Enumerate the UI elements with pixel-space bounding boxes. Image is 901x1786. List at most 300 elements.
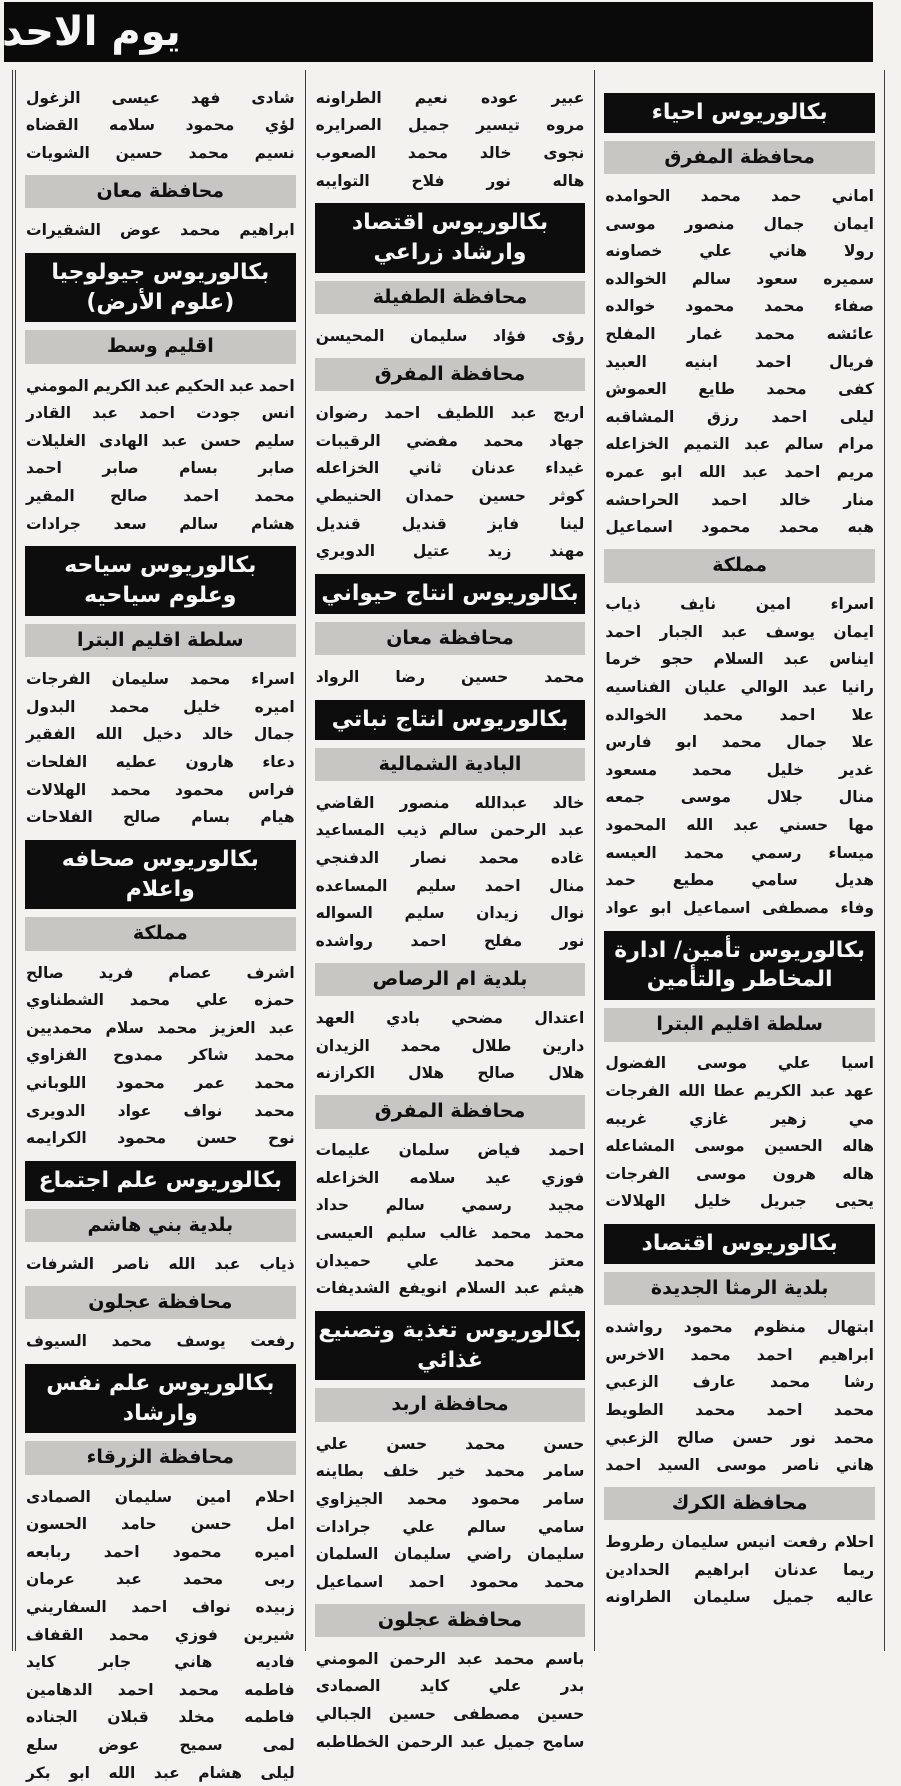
- name-word: الله: [95, 725, 123, 744]
- name-word: منصور: [684, 214, 735, 233]
- name-word: عصام: [168, 963, 212, 982]
- name-word: محمد: [110, 780, 151, 799]
- name-word: فارس: [605, 733, 652, 752]
- name-word: الجيزاوي: [315, 1489, 384, 1508]
- name-word: احمد: [779, 705, 816, 724]
- degree-header: بكالوريوس علم اجتماع: [25, 1161, 296, 1201]
- name-word: محمود: [469, 1572, 519, 1591]
- name-row: [314, 899, 587, 927]
- name-word: ابو: [661, 462, 683, 481]
- name-word: عليان: [684, 678, 727, 697]
- name-word: محمد: [478, 849, 519, 868]
- name-word: شاكر: [188, 1046, 229, 1065]
- name-word: اسماعيل: [315, 1572, 384, 1591]
- name-word: اريج: [553, 404, 585, 423]
- name-word: قنديل: [315, 514, 361, 533]
- name-word: هشام: [250, 514, 295, 533]
- name-word: ابراهيم: [694, 1560, 750, 1579]
- name-word: خير: [438, 1462, 466, 1481]
- name-word: غاده: [550, 849, 585, 868]
- name-word: محمد: [254, 1101, 295, 1120]
- name-row: [314, 1673, 587, 1701]
- name-word: سالم: [179, 514, 219, 533]
- region-header: محافظة الزرقاء: [25, 1441, 296, 1475]
- name-word: الزيدان: [315, 1036, 370, 1055]
- name-word: جابر: [98, 1653, 132, 1672]
- name-row: [314, 1247, 587, 1275]
- name-word: كوثر: [550, 487, 585, 506]
- name-word: مي: [848, 1109, 874, 1128]
- name-word: محمود: [471, 1489, 521, 1508]
- degree-header: بكالوريوس اقتصاد: [604, 1224, 875, 1264]
- name-word: الفرجات: [26, 670, 91, 689]
- name-row: [24, 84, 297, 112]
- name-word: الفلاحات: [26, 808, 93, 827]
- name-row: [24, 1097, 297, 1125]
- name-row: [603, 1077, 876, 1105]
- name-row: [24, 1538, 297, 1566]
- name-row: [314, 817, 587, 845]
- name-row: [603, 894, 876, 922]
- name-row: [603, 1188, 876, 1216]
- name-word: انس: [261, 404, 295, 423]
- name-word: علي: [195, 991, 229, 1010]
- name-word: حسني: [779, 816, 829, 835]
- name-word: نصار: [411, 849, 447, 868]
- name-word: رضا: [395, 668, 426, 687]
- name-row: [314, 1274, 587, 1302]
- name-row: [603, 618, 876, 646]
- name-word: المساعيد: [315, 821, 385, 840]
- name-word: سعود: [756, 269, 798, 288]
- name-word: محمد: [180, 221, 221, 240]
- name-row: [603, 458, 876, 486]
- name-word: سليمان: [409, 327, 468, 346]
- name-word: هشام: [198, 1763, 242, 1782]
- name-word: ايمان: [833, 622, 874, 641]
- name-word: بطاينه: [315, 1462, 364, 1481]
- name-word: مضحي: [451, 1008, 504, 1027]
- columns-container: [12, 70, 885, 1782]
- region-header: بلدية ام الرصاص: [315, 963, 586, 997]
- name-word: الصمادى: [26, 1487, 91, 1506]
- name-word: نوح: [267, 1129, 295, 1148]
- name-word: احمد: [408, 1572, 445, 1591]
- name-row: [24, 216, 297, 244]
- name-word: اسماعيل: [605, 518, 673, 537]
- name-word: المحمود: [605, 816, 667, 835]
- name-word: خالد: [479, 143, 512, 162]
- name-word: ناصر: [113, 1255, 150, 1273]
- name-word: زيدان: [476, 904, 519, 923]
- name-word: الطراونه: [315, 88, 382, 107]
- name-word: سلامه: [409, 1168, 456, 1187]
- region-header: محافظة الطفيلة: [315, 281, 586, 315]
- name-word: رفعت: [782, 1533, 828, 1552]
- name-word: اعتدال: [534, 1008, 585, 1027]
- name-row: [24, 139, 297, 167]
- name-word: احمد: [784, 462, 821, 481]
- name-word: الدهامين: [25, 1680, 93, 1699]
- name-word: مرام: [838, 435, 874, 454]
- name-word: حسين: [115, 143, 163, 162]
- name-word: محمد: [491, 1224, 532, 1243]
- name-row: [24, 1124, 297, 1152]
- name-word: عبد: [92, 404, 119, 423]
- region-header: مملكة: [604, 549, 875, 583]
- name-word: سليم: [404, 904, 445, 923]
- name-row: [603, 591, 876, 619]
- name-word: محمد: [494, 1649, 535, 1668]
- name-row: [24, 1483, 297, 1511]
- degree-header: بكالوريوس تأمين/ ادارة المخاطر والتأمين: [604, 931, 875, 1000]
- name-word: سليم: [254, 431, 295, 450]
- name-word: الهلالات: [605, 1192, 666, 1211]
- name-word: محمد: [178, 1680, 220, 1699]
- name-word: يوسف: [765, 622, 815, 641]
- name-word: عواد: [117, 1101, 152, 1120]
- name-row: [24, 1759, 297, 1786]
- name-word: كايد: [25, 1653, 56, 1672]
- name-word: الطراونه: [605, 1588, 672, 1607]
- name-word: الرقيبات: [315, 431, 381, 450]
- name-word: علي: [402, 1517, 436, 1536]
- name-word: عبد: [558, 821, 585, 840]
- name-word: سالم: [467, 1517, 507, 1536]
- name-word: احمد: [103, 1542, 140, 1561]
- name-word: حجو: [661, 650, 694, 669]
- name-word: فوزي: [541, 1168, 585, 1187]
- name-row: [603, 403, 876, 431]
- name-word: خوالده: [605, 297, 656, 316]
- name-word: عوده: [480, 88, 519, 107]
- name-word: الجبار: [659, 622, 703, 641]
- name-word: نور: [559, 931, 585, 950]
- name-word: باسم: [545, 1649, 585, 1668]
- name-word: محمد: [691, 760, 732, 779]
- name-word: فريال: [829, 352, 874, 371]
- name-word: عبد: [809, 1081, 836, 1100]
- name-word: سلام: [105, 1018, 144, 1037]
- name-word: منظوم: [753, 1318, 806, 1337]
- name-word: السواله: [315, 904, 373, 923]
- name-word: رواشده: [605, 1318, 663, 1337]
- name-word: جودت: [196, 404, 241, 423]
- region-header: محافظة المفرق: [315, 1095, 586, 1129]
- name-word: رواشده: [315, 931, 373, 950]
- region-header: مملكة: [25, 917, 296, 951]
- name-word: ريما: [843, 1560, 874, 1579]
- region-header: محافظة اربد: [315, 1388, 586, 1422]
- name-word: عواد: [605, 898, 639, 917]
- name-word: محمد: [721, 733, 762, 752]
- name-row: [314, 399, 587, 427]
- name-word: سالم: [691, 269, 731, 288]
- name-row: [603, 1313, 876, 1341]
- name-word: جميل: [772, 1588, 815, 1607]
- name-word: ايناس: [829, 650, 874, 669]
- column-2: [305, 70, 595, 1751]
- day-banner: [4, 2, 873, 62]
- name-word: مفضي: [406, 431, 458, 450]
- name-word: موسى: [694, 1137, 745, 1156]
- name-row: [24, 748, 297, 776]
- name-word: نسيم: [254, 143, 295, 162]
- name-row: [314, 1192, 587, 1220]
- name-word: الرواد: [315, 668, 360, 687]
- name-word: لمى: [262, 1736, 295, 1754]
- name-word: السفاريني: [26, 1598, 107, 1617]
- name-row: [24, 1042, 297, 1070]
- name-word: صالح: [25, 963, 64, 982]
- name-word: حميدان: [315, 1251, 372, 1270]
- name-row: [603, 265, 876, 293]
- name-word: امل: [265, 1515, 295, 1534]
- name-word: احمد: [410, 931, 447, 950]
- name-word: عمره: [605, 462, 646, 481]
- name-word: اللوباني: [26, 1073, 87, 1092]
- name-word: الفضول: [605, 1054, 667, 1073]
- name-word: محمد: [833, 1428, 874, 1447]
- name-word: حمدان: [405, 487, 455, 506]
- name-word: مها: [848, 816, 874, 835]
- name-word: رشا: [844, 1373, 874, 1392]
- name-row: [603, 237, 876, 265]
- name-word: عدنان: [774, 1560, 819, 1579]
- name-word: عبد: [510, 404, 537, 423]
- name-row: [314, 139, 587, 167]
- name-row: [24, 1704, 297, 1732]
- name-row: [603, 182, 876, 210]
- name-word: الصمادى: [315, 1677, 381, 1696]
- name-word: احمد: [605, 622, 642, 641]
- name-word: عارف: [692, 1373, 736, 1392]
- name-word: ابتهال: [827, 1318, 874, 1337]
- name-row: [314, 537, 587, 565]
- name-word: اسماعيل: [682, 898, 751, 917]
- name-word: سليم: [416, 876, 457, 895]
- name-word: امين: [755, 595, 791, 614]
- name-word: نوال: [550, 904, 585, 923]
- name-word: الدويرى: [26, 1101, 86, 1120]
- name-word: التميم: [683, 435, 730, 454]
- name-word: محمود: [115, 1073, 165, 1092]
- name-word: سالم: [438, 821, 479, 840]
- name-row: [24, 803, 297, 831]
- name-row: [24, 721, 297, 749]
- name-word: سامر: [544, 1462, 585, 1481]
- name-word: عبد: [733, 816, 760, 835]
- name-word: نور: [486, 171, 511, 190]
- name-word: محمد: [111, 1332, 152, 1351]
- name-row: [603, 1451, 876, 1479]
- name-word: بكر: [26, 1763, 51, 1782]
- name-word: سليمان: [526, 1545, 585, 1564]
- name-word: الكرازنه: [315, 1064, 375, 1083]
- name-row: [24, 399, 297, 427]
- name-word: ناصر: [783, 1456, 820, 1475]
- name-word: ثاني: [408, 459, 442, 478]
- name-word: الشويات: [25, 143, 90, 162]
- name-word: ابو: [69, 1763, 90, 1782]
- name-word: عبد: [144, 376, 171, 395]
- name-row: [314, 872, 587, 900]
- region-header: محافظة المفرق: [604, 141, 875, 175]
- region-header: محافظة عجلون: [25, 1286, 296, 1320]
- name-word: العيسه: [605, 843, 657, 862]
- name-row: [603, 348, 876, 376]
- name-row: [314, 1568, 587, 1596]
- name-word: احمد: [117, 1680, 154, 1699]
- name-word: محمد: [544, 1224, 585, 1243]
- name-word: القادر: [26, 404, 72, 423]
- name-word: رانيا: [841, 678, 874, 697]
- name-word: رولا: [843, 242, 874, 261]
- name-word: ابراهيم: [239, 221, 295, 240]
- name-row: [603, 784, 876, 812]
- name-row: [314, 1458, 587, 1486]
- name-word: خصاونه: [605, 242, 663, 261]
- name-word: المشاقبه: [605, 407, 675, 426]
- name-word: مريم: [836, 462, 874, 481]
- name-word: الرحمن: [389, 1649, 446, 1668]
- name-word: المفلح: [605, 325, 656, 343]
- name-row: [603, 1050, 876, 1078]
- name-word: عليمات: [315, 1141, 371, 1160]
- name-word: محمد: [190, 670, 231, 689]
- column-1: [594, 70, 884, 1651]
- name-word: ذياب: [259, 1255, 295, 1273]
- name-word: الحكيم: [174, 376, 225, 395]
- name-word: غريبه: [605, 1109, 648, 1128]
- name-word: كايد: [419, 1677, 450, 1696]
- name-row: [603, 1341, 876, 1369]
- name-word: الفقير: [26, 725, 76, 744]
- name-word: شادى: [251, 88, 295, 107]
- name-word: بسام: [191, 808, 230, 827]
- name-word: مسعود: [605, 760, 658, 779]
- name-word: موسى: [605, 214, 656, 233]
- region-header: البادية الشمالية: [315, 748, 586, 782]
- name-word: مهند: [549, 542, 585, 561]
- name-row: [314, 427, 587, 455]
- degree-header: بكالوريوس اقتصاد وارشاد زراعي: [315, 203, 586, 272]
- name-word: محمد: [109, 1625, 150, 1644]
- name-word: صالح: [123, 808, 161, 827]
- name-row: [24, 1327, 297, 1355]
- name-word: احمد: [131, 1598, 168, 1617]
- name-word: فهد: [191, 88, 221, 107]
- name-row: [314, 789, 587, 817]
- region-header: محافظة عجلون: [315, 1604, 586, 1638]
- name-word: الشطناوي: [25, 991, 104, 1010]
- name-word: غيداء: [545, 459, 585, 478]
- name-word: عاليه: [836, 1588, 874, 1607]
- name-word: احمد: [484, 876, 521, 895]
- name-word: المشاعله: [605, 1137, 675, 1156]
- name-word: محمد: [129, 991, 170, 1010]
- name-word: هديل: [834, 871, 874, 890]
- name-word: اسراء: [830, 595, 874, 614]
- name-word: هاله: [552, 171, 585, 190]
- name-word: هبه: [847, 518, 874, 537]
- name-word: محمد: [400, 1036, 441, 1055]
- name-word: محمود: [683, 1318, 733, 1337]
- name-word: علي: [488, 1677, 522, 1696]
- name-row: [24, 1648, 297, 1676]
- name-word: الخطاطبه: [315, 1732, 390, 1751]
- name-word: مجيد: [548, 1196, 585, 1215]
- name-word: حسين: [478, 487, 526, 506]
- name-word: انيس: [736, 1533, 776, 1552]
- name-word: محمد: [683, 843, 725, 862]
- name-row: [314, 84, 587, 112]
- name-word: عمر: [194, 1073, 225, 1092]
- name-word: عبد: [457, 1649, 483, 1668]
- name-word: عائشه: [826, 325, 874, 343]
- name-word: محمد: [407, 143, 449, 162]
- name-word: محمد: [254, 1073, 295, 1092]
- name-word: اماني: [831, 187, 874, 206]
- name-word: منار: [843, 490, 874, 509]
- name-word: الرحمن: [490, 821, 547, 840]
- column-3: [12, 70, 305, 1782]
- name-word: منال: [838, 788, 874, 807]
- name-word: الله: [698, 462, 726, 481]
- name-word: عبد: [783, 650, 810, 669]
- name-row: [603, 1528, 876, 1556]
- name-word: رفعت: [250, 1332, 295, 1351]
- name-word: هلال: [548, 1064, 585, 1083]
- name-word: عطيه: [115, 752, 158, 771]
- name-word: محمد: [700, 187, 741, 206]
- name-word: غدير: [838, 760, 874, 779]
- name-row: [603, 1424, 876, 1452]
- name-row: [314, 167, 587, 195]
- name-word: حسن: [732, 1428, 774, 1447]
- name-word: مطيع: [672, 871, 715, 890]
- name-word: الطويط: [605, 1400, 664, 1419]
- name-word: موسى: [716, 1456, 767, 1475]
- name-word: هاله: [842, 1164, 874, 1183]
- region-header: محافظة المفرق: [315, 358, 586, 392]
- name-word: كفى: [838, 380, 874, 399]
- name-word: ابو: [676, 733, 698, 752]
- name-row: [24, 1731, 297, 1759]
- degree-header: بكالوريوس انتاج حيواني: [315, 574, 586, 614]
- name-word: قنديل: [401, 514, 447, 533]
- name-row: [314, 1728, 587, 1756]
- name-row: [314, 1059, 587, 1087]
- name-word: الله: [686, 816, 714, 835]
- name-word: الشرفات: [26, 1255, 95, 1273]
- name-word: عبد: [161, 431, 188, 450]
- name-row: [603, 1369, 876, 1397]
- name-row: [314, 1004, 587, 1032]
- name-word: احمد: [711, 490, 748, 509]
- name-word: يحيى: [835, 1192, 874, 1211]
- name-word: رؤى: [551, 327, 585, 346]
- name-word: خالد: [779, 490, 812, 509]
- name-row: [603, 210, 876, 238]
- name-word: السيوف: [26, 1332, 87, 1351]
- name-word: جرادات: [315, 1517, 371, 1536]
- name-word: طلال: [471, 1036, 512, 1055]
- name-word: يوسف: [176, 1332, 226, 1351]
- name-word: محمد: [695, 1400, 736, 1419]
- name-row: [603, 375, 876, 403]
- name-word: محمد: [483, 431, 524, 450]
